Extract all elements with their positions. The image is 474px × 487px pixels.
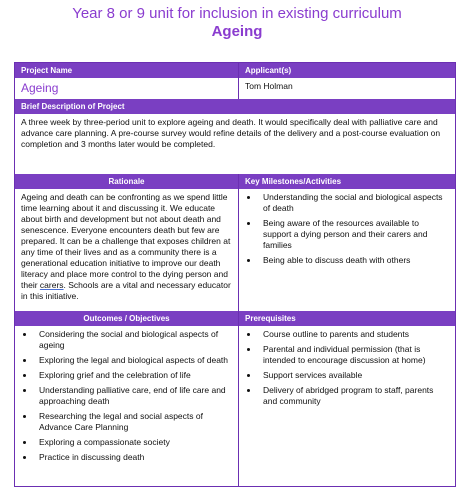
document-subtitle: Ageing [211, 23, 263, 40]
header-row-rationale [15, 174, 455, 189]
prerequisite-item: • Parental and individual permission (that is intended to encourage discussion at home) [259, 344, 449, 366]
outcome-item: • Exploring the legal and biological aspects of death [35, 355, 232, 366]
prerequisites-header: Prerequisites [239, 311, 455, 326]
outcomes-list [21, 329, 232, 463]
prerequisite-item: • Delivery of abridged program to staff, parents and community [259, 385, 449, 407]
project-table [14, 62, 456, 487]
applicants-header: Applicant(s) [239, 63, 455, 78]
body-row-rationale [15, 189, 455, 311]
rationale-header: Rationale [15, 174, 239, 189]
prerequisite-item: • Course outline to parents and students [259, 329, 449, 340]
header-row-outcomes [15, 311, 455, 326]
header-row-project [15, 63, 455, 78]
document-title: Year 8 or 9 unit for inclusion in existing curriculum [72, 5, 402, 22]
rationale-text [15, 189, 239, 311]
outcome-item: • Researching the legal and social aspects of Advance Care Planning [35, 411, 232, 433]
document-header [0, 0, 474, 41]
project-name-header: Project Name [15, 63, 239, 78]
milestone-item: • Understanding the social and biological aspects of death [259, 192, 449, 214]
applicant-value: Tom Holman [245, 81, 293, 91]
project-name-value: Ageing [15, 78, 239, 99]
outcome-item: • Understanding palliative care, end of life care and approaching death [35, 385, 232, 407]
brief-header-row [15, 99, 455, 114]
rationale-text-part-b: . Schools are a vital and necessary educator in this initiative. [21, 280, 231, 301]
outcome-item: • Considering the social and biological aspects of ageing [35, 329, 232, 351]
outcomes-header: Outcomes / Objectives [15, 311, 239, 326]
brief-description-header: Brief Description of Project [15, 99, 455, 114]
outcome-item: • Exploring a compassionate society [35, 437, 232, 448]
milestone-item: • Being aware of the resources available to support a dying person and their carers and families [259, 218, 449, 251]
brief-description-text: A three week by three-period unit to explore ageing and death. It would specifically deal with palliative care and advance care planning. A pre-course survey would refine details of the delivery and a post-course evaluation on completion and 3 months later would be completed. [21, 117, 441, 149]
rationale-text-part-a: Ageing and death can be confronting as we spend little time learning about it and discussing it. We educate about birth and development but not about death and senescence. Everyone encounters death but few are prepared. It can be a challenge that exposes children at any time of their lives and as a community there is a generational education initiative to improve our death literacy and place more control to the dying person and their [21, 192, 231, 290]
prerequisite-item: • Support services available [259, 370, 449, 381]
outcome-item: • Exploring grief and the celebration of life [35, 370, 232, 381]
milestones-list-cell [239, 189, 455, 311]
prerequisites-list-cell [239, 326, 455, 486]
body-row-outcomes [15, 326, 455, 486]
value-row-project [15, 78, 455, 99]
outcomes-list-cell [15, 326, 239, 486]
brief-body-row [15, 114, 455, 174]
outcome-item: • Practice in discussing death [35, 452, 232, 463]
milestones-list [245, 192, 449, 266]
prerequisites-list [245, 329, 449, 407]
rationale-carers-word: carers [39, 280, 64, 290]
milestone-item: • Being able to discuss death with others [259, 255, 449, 266]
milestones-header: Key Milestones/Activities [239, 174, 455, 189]
